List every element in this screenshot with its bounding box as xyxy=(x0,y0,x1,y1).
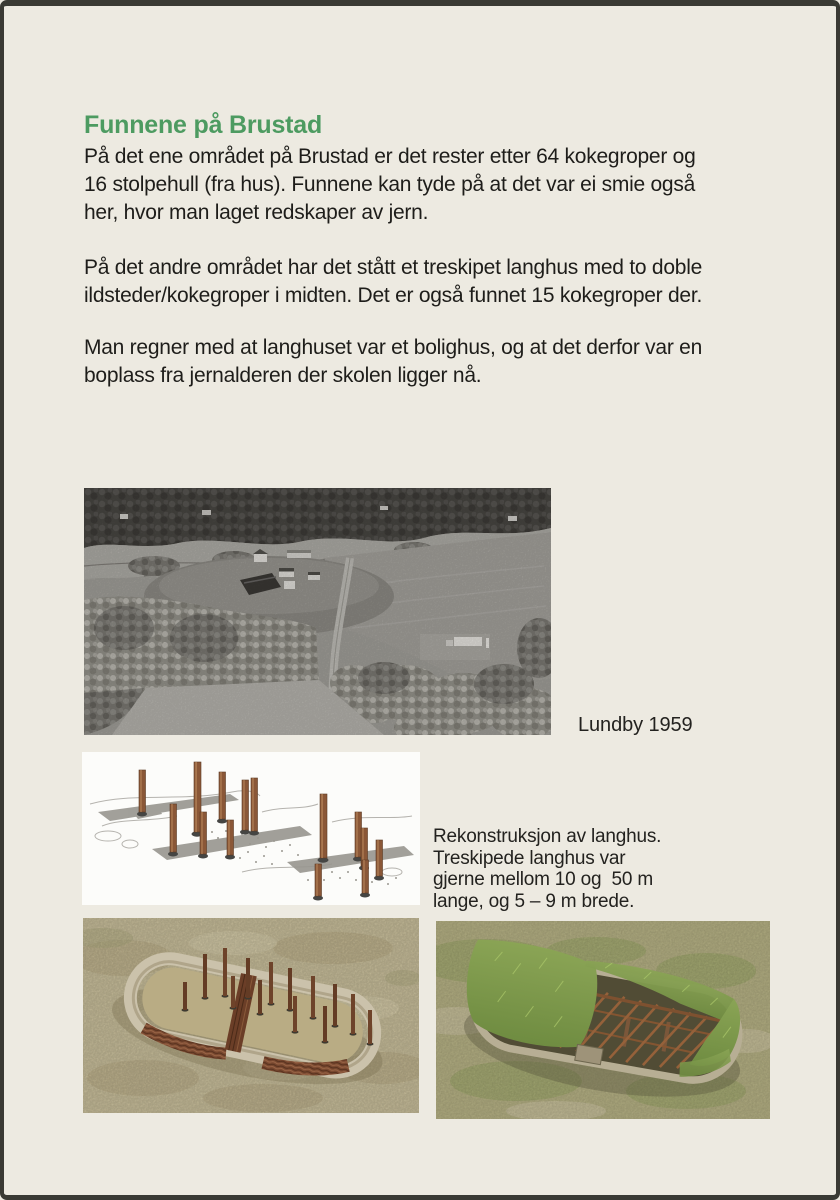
excavation-drawing-image xyxy=(82,752,420,905)
text-line: ildsteder/kokegroper i midten. Det er også funnet 15 kokegroper der. xyxy=(84,284,703,307)
text-line: På det ene området på Brustad er det rester etter 64 kokegroper og xyxy=(84,145,696,168)
text-line: lange, og 5 – 9 m brede. xyxy=(433,890,635,912)
excavation-drawing xyxy=(82,752,420,905)
text-line: 16 stolpehull (fra hus). Funnene kan tyde på at det var ei smie også xyxy=(84,173,696,196)
paragraph-settlement xyxy=(84,334,702,390)
aerial-photo xyxy=(84,488,551,735)
walls-model-image xyxy=(83,918,419,1113)
paragraph-finds xyxy=(84,143,696,227)
text-line: gjerne mellom 10 og 50 m xyxy=(433,869,653,890)
roof-model-image xyxy=(436,921,770,1119)
reconstruction-note xyxy=(433,826,661,912)
text-line: Rekonstruksjon av langhus. xyxy=(433,826,662,847)
text-line: Treskipede langhus var xyxy=(433,847,626,869)
text-line: boplass fra jernalderen der skolen ligger nå. xyxy=(84,364,482,387)
reconstruction-photo-roof xyxy=(436,921,770,1119)
aerial-photo-image xyxy=(84,488,551,735)
reconstruction-photo-walls xyxy=(83,918,419,1113)
aerial-photo-caption: Lundby 1959 xyxy=(578,714,693,736)
text-line: På det andre området har det stått et treskipet langhus med to doble xyxy=(84,256,703,279)
paragraph-longhouse xyxy=(84,254,702,310)
text-line: Man regner med at langhuset var et bolighus, og at det derfor var en xyxy=(84,336,703,359)
text-line: her, hvor man laget redskaper av jern. xyxy=(84,201,429,224)
page-title: Funnene på Brustad xyxy=(84,111,323,139)
